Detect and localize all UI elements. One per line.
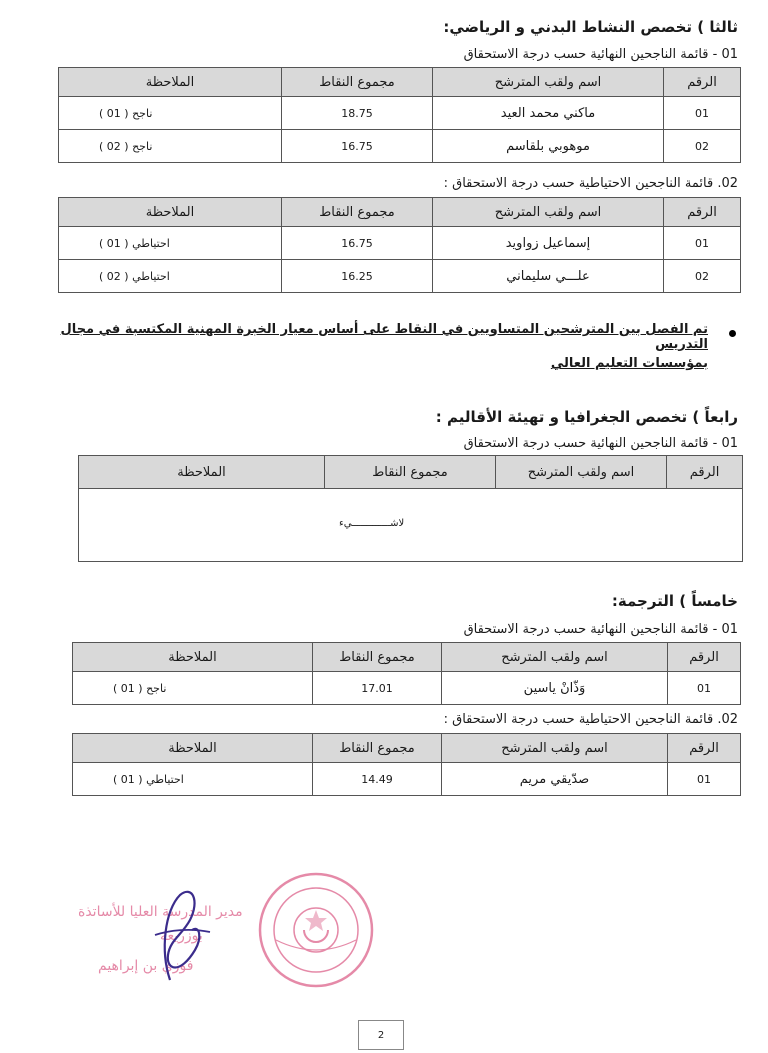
header-score: مجموع النقاط	[282, 198, 433, 227]
row-score: 16.75	[282, 130, 433, 163]
official-stamp-icon	[256, 870, 376, 990]
section-3-final-table	[58, 67, 741, 163]
signature-location-line: بوزريعة	[160, 928, 203, 944]
row-name: علـــي سليماني	[433, 260, 664, 293]
header-num: الرقم	[664, 68, 741, 97]
signature-name-line: فوزي بن إبراهيم	[98, 958, 194, 974]
header-note: الملاحظة	[59, 68, 282, 97]
handwritten-signature-icon	[140, 880, 220, 990]
row-score: 16.75	[282, 227, 433, 260]
header-num: الرقم	[668, 643, 741, 672]
header-num: الرقم	[666, 456, 742, 488]
row-note: احتياطي ( 01 )	[73, 763, 313, 796]
header-name: اسم ولقب المترشح	[495, 456, 666, 488]
tie-break-note-line-2: بمؤسسات التعليم العالي	[550, 356, 708, 371]
header-name: اسم ولقب المترشح	[442, 643, 668, 672]
table-header-row	[59, 68, 741, 97]
section-3-final-list-title: 01 - قائمة الناجحين النهائية حسب درجة الاستحقاق	[463, 47, 738, 62]
row-num: 01	[664, 97, 741, 130]
header-name: اسم ولقب المترشح	[442, 734, 668, 763]
header-num: الرقم	[664, 198, 741, 227]
section-4-title: رابعاً ) تخصص الجغرافيا و تهيئة الأقاليم :	[435, 408, 738, 426]
section-4-empty-table	[78, 455, 743, 562]
table-row	[59, 227, 741, 260]
header-note: الملاحظة	[73, 734, 313, 763]
section-3-reserve-list-title: 02. قائمة الناجحين الاحتياطية حسب درجة الاستحقاق :	[443, 176, 738, 191]
row-num: 01	[668, 672, 741, 705]
table-header-row	[73, 734, 741, 763]
row-num: 02	[664, 130, 741, 163]
header-note: الملاحظة	[59, 198, 282, 227]
bullet-icon	[729, 330, 736, 337]
row-note: احتياطي ( 01 )	[59, 227, 282, 260]
row-num: 01	[668, 763, 741, 796]
row-note: احتياطي ( 02 )	[59, 260, 282, 293]
section-5-reserve-table	[72, 733, 741, 796]
row-num: 02	[664, 260, 741, 293]
empty-result-text: لاشـــــــــــــيء	[339, 518, 405, 529]
section-3-reserve-table	[58, 197, 741, 293]
header-score: مجموع النقاط	[313, 643, 442, 672]
table-header-row	[79, 456, 742, 489]
header-name: اسم ولقب المترشح	[433, 68, 664, 97]
row-num: 01	[664, 227, 741, 260]
header-note: الملاحظة	[73, 643, 313, 672]
row-name: صدّيقي مريم	[442, 763, 668, 796]
row-score: 18.75	[282, 97, 433, 130]
header-score: مجموع النقاط	[324, 456, 495, 488]
row-note: ناجح ( 01 )	[73, 672, 313, 705]
header-note: الملاحظة	[177, 464, 226, 480]
section-5-reserve-list-title: 02. قائمة الناجحين الاحتياطية حسب درجة الاستحقاق :	[443, 712, 738, 727]
row-name: وَذّانْ ياسين	[442, 672, 668, 705]
page-number: 2	[358, 1020, 404, 1050]
row-name: ماكني محمد العيد	[433, 97, 664, 130]
table-row	[73, 672, 741, 705]
row-note: ناجح ( 02 )	[59, 130, 282, 163]
table-row	[73, 763, 741, 796]
header-score: مجموع النقاط	[282, 68, 433, 97]
section-4-final-list-title: 01 - قائمة الناجحين النهائية حسب درجة الاستحقاق	[463, 436, 738, 451]
signature-title-line: مدير المدرسة العليا للأساتذة	[78, 904, 243, 920]
section-5-final-table	[72, 642, 741, 705]
table-header-row	[73, 643, 741, 672]
row-score: 17.01	[313, 672, 442, 705]
header-score: مجموع النقاط	[313, 734, 442, 763]
row-note: ناجح ( 01 )	[59, 97, 282, 130]
row-score: 16.25	[282, 260, 433, 293]
row-name: إسماعيل زواويد	[433, 227, 664, 260]
row-score: 14.49	[313, 763, 442, 796]
header-name: اسم ولقب المترشح	[433, 198, 664, 227]
tie-break-note-line-1: تم الفصل بين المترشحين المتساويين في النقاط على أساس معيار الخبرة المهنية المكتسبة في مجال التدريس	[60, 322, 708, 352]
row-name: موهوبي بلقاسم	[433, 130, 664, 163]
table-row	[59, 260, 741, 293]
section-5-final-list-title: 01 - قائمة الناجحين النهائية حسب درجة الاستحقاق	[463, 622, 738, 637]
header-num: الرقم	[668, 734, 741, 763]
table-row	[59, 97, 741, 130]
table-row	[59, 130, 741, 163]
section-3-title: ثالثا ) تخصص النشاط البدني و الرياضي:	[443, 18, 738, 36]
table-header-row	[59, 198, 741, 227]
section-5-title: خامساً ) الترجمة:	[611, 592, 738, 610]
